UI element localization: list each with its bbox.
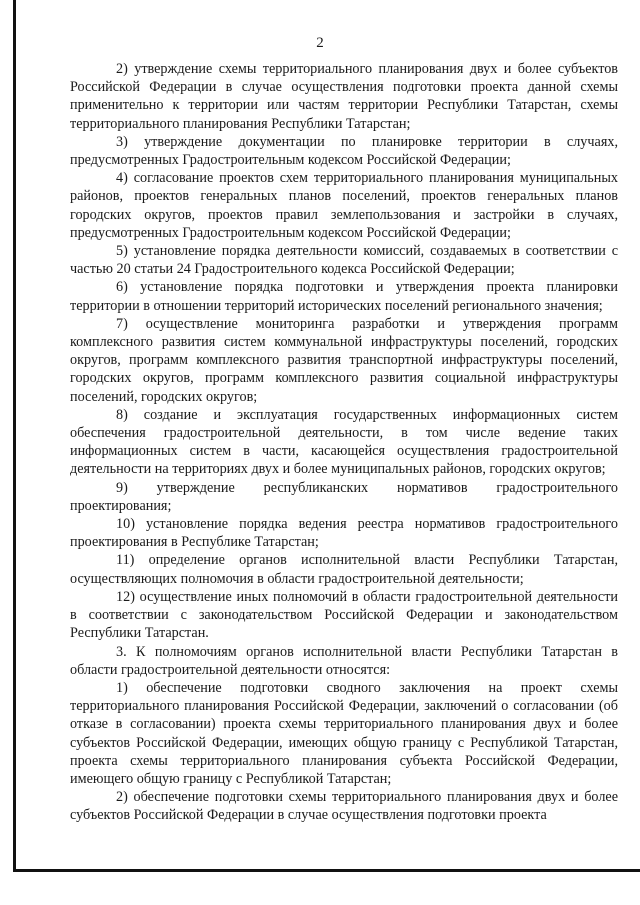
paragraph-item-11: 11) определение органов исполнительной власти Республики Татарстан, осуществляющих полномочия в области градостроительной деятельности; bbox=[70, 552, 618, 587]
paragraph-item-3: 3) утверждение документации по планировке территории в случаях, предусмотренных Градостроительным кодексом Российской Федерации; bbox=[70, 133, 618, 169]
paragraph-item-6: 6) установление порядка подготовки и утверждения проекта планировки территории в отношении территорий исторических поселений регионального значения; bbox=[70, 279, 618, 314]
scan-border-bottom bbox=[13, 869, 640, 872]
paragraph-section-3-item-2: 2) обеспечение подготовки схемы территориального планирования двух и более субъектов Российской Федерации в случае осуществления подготовки проекта bbox=[70, 789, 618, 824]
paragraph-item-9: 9) утверждение республиканских нормативов градостроительного проектирования; bbox=[70, 479, 618, 514]
paragraph-item-7: 7) осуществление мониторинга разработки и утверждения программ комплексного развития систем коммунальной инфраструктуры поселений, городских округов, программ комплексного развития транспортной инфраструктуры поселений, городских округов, программ комплексного развития социальной инфраструктуры поселений, городских округов; bbox=[70, 315, 618, 405]
page-number: 2 bbox=[316, 35, 324, 51]
paragraph-item-5: 5) установление порядка деятельности комиссий, создаваемых в соответствии с частью 20 статьи 24 Градостроительного кодекса Российской Федерации; bbox=[70, 243, 618, 278]
paragraph-item-8: 8) создание и эксплуатация государственных информационных систем обеспечения градостроительной деятельности, в том числе ведение таких информационных систем в части, касающейся осуществления градостроительной деятельности на территориях двух и более муниципальных районов, городских округов; bbox=[70, 406, 618, 478]
document-body bbox=[70, 60, 618, 825]
paragraph-section-3: 3. К полномочиям органов исполнительной власти Республики Татарстан в области градостроительной деятельности относятся: bbox=[70, 643, 618, 678]
paragraph-item-2: 2) утверждение схемы территориального планирования двух и более субъектов Российской Федерации в случае осуществления подготовки проекта данной схемы применительно к территории или частям территории Республики Татарстан, схемы территориального планирования Республики Татарстан; bbox=[70, 61, 618, 132]
paragraph-item-4: 4) согласование проектов схем территориального планирования муниципальных районов, проектов генеральных планов поселений, проектов генеральных планов городских округов, проектов правил землепользования и застройки в случаях, предусмотренных Градостроительным кодексом Российской Федерации; bbox=[70, 170, 618, 241]
paragraph-item-10: 10) установление порядка ведения реестра нормативов градостроительного проектирования в Республике Татарстан; bbox=[70, 516, 618, 551]
scan-border-left bbox=[13, 0, 16, 872]
paragraph-item-12: 12) осуществление иных полномочий в области градостроительной деятельности в соответствии с законодательством Российской Федерации и законодательством Республики Татарстан. bbox=[70, 588, 618, 642]
paragraph-section-3-item-1: 1) обеспечение подготовки сводного заключения на проект схемы территориального планирования Российской Федерации, заключений о согласовании (об отказе в согласовании) проекта схемы территориального планирования двух и более субъектов Российской Федерации, имеющих общую границу с Республикой Татарстан, проекта схемы территориального планирования субъекта Российской Федерации, имеющего общую границу с Республикой Татарстан; bbox=[70, 679, 618, 787]
